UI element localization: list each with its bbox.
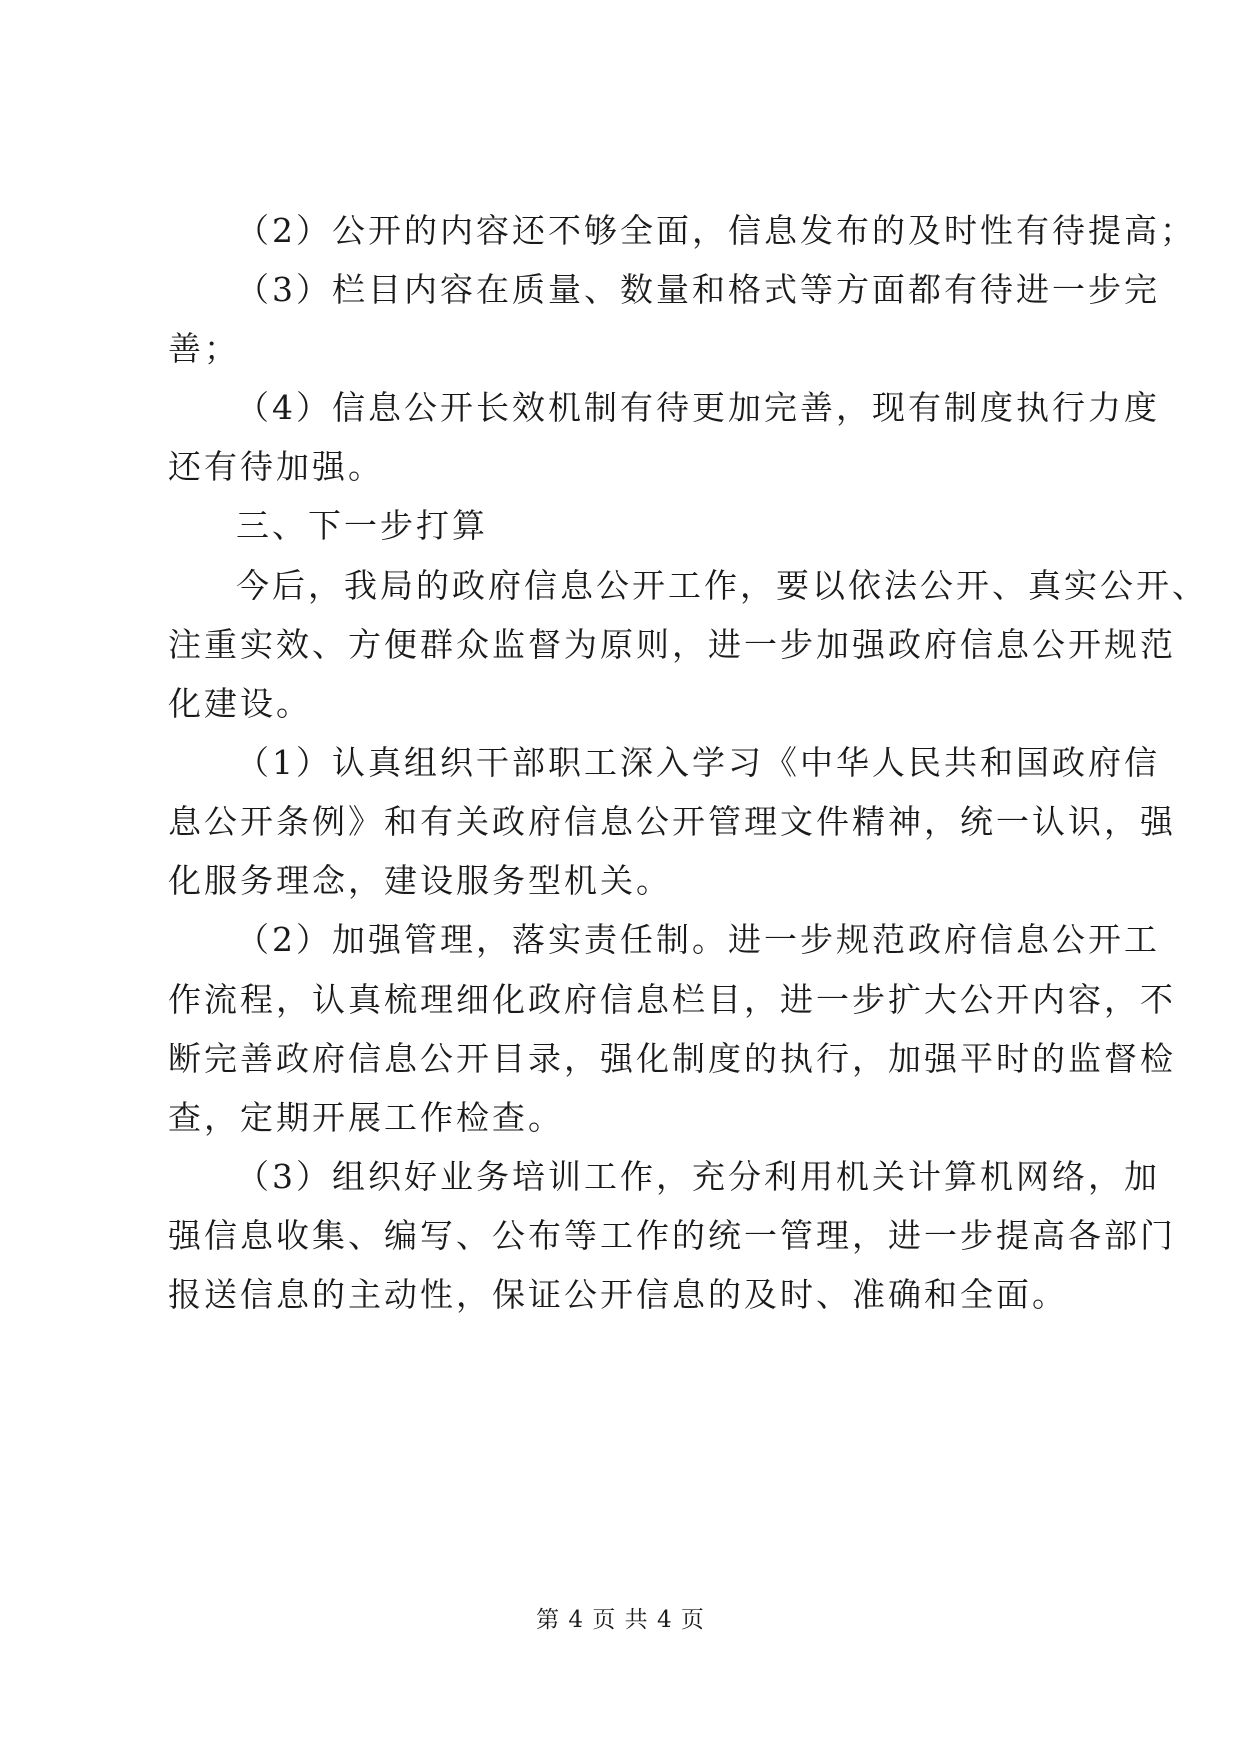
list-item-plan-2-continued: 查，定期开展工作检查。	[168, 1098, 564, 1137]
list-item-plan-3-continued: 报送信息的主动性，保证公开信息的及时、准确和全面。	[168, 1275, 1068, 1314]
list-item-plan-1-continued: 息公开条例》和有关政府信息公开管理文件精神，统一认识，强	[168, 802, 1176, 841]
list-item-plan-2-continued: 断完善政府信息公开目录，强化制度的执行，加强平时的监督检	[168, 1039, 1176, 1078]
section-heading: 三、下一步打算	[236, 506, 488, 545]
list-item-problem-3: （3）栏目内容在质量、数量和格式等方面都有待进一步完	[236, 270, 1160, 309]
list-item-problem-2: （2）公开的内容还不够全面，信息发布的及时性有待提高；	[236, 211, 1196, 250]
list-item-plan-2-continued: 作流程，认真梳理细化政府信息栏目，进一步扩大公开内容，不	[168, 980, 1176, 1019]
list-item-plan-3: （3）组织好业务培训工作，充分利用机关计算机网络，加	[236, 1157, 1160, 1196]
list-item-problem-3-continued: 善；	[168, 329, 240, 368]
list-item-problem-4: （4）信息公开长效机制有待更加完善，现有制度执行力度	[236, 388, 1160, 427]
paragraph-line: 化建设。	[168, 684, 312, 723]
list-item-plan-2: （2）加强管理，落实责任制。进一步规范政府信息公开工	[236, 920, 1160, 959]
page-number-footer: 第 4 页 共 4 页	[536, 1607, 705, 1633]
list-item-plan-1: （1）认真组织干部职工深入学习《中华人民共和国政府信	[236, 743, 1160, 782]
paragraph-line: 注重实效、方便群众监督为原则，进一步加强政府信息公开规范	[168, 625, 1176, 664]
list-item-plan-1-continued: 化服务理念，建设服务型机关。	[168, 861, 672, 900]
list-item-problem-4-continued: 还有待加强。	[168, 447, 384, 486]
list-item-plan-3-continued: 强信息收集、编写、公布等工作的统一管理，进一步提高各部门	[168, 1216, 1176, 1255]
paragraph-line: 今后，我局的政府信息公开工作，要以依法公开、真实公开、	[236, 566, 1208, 605]
